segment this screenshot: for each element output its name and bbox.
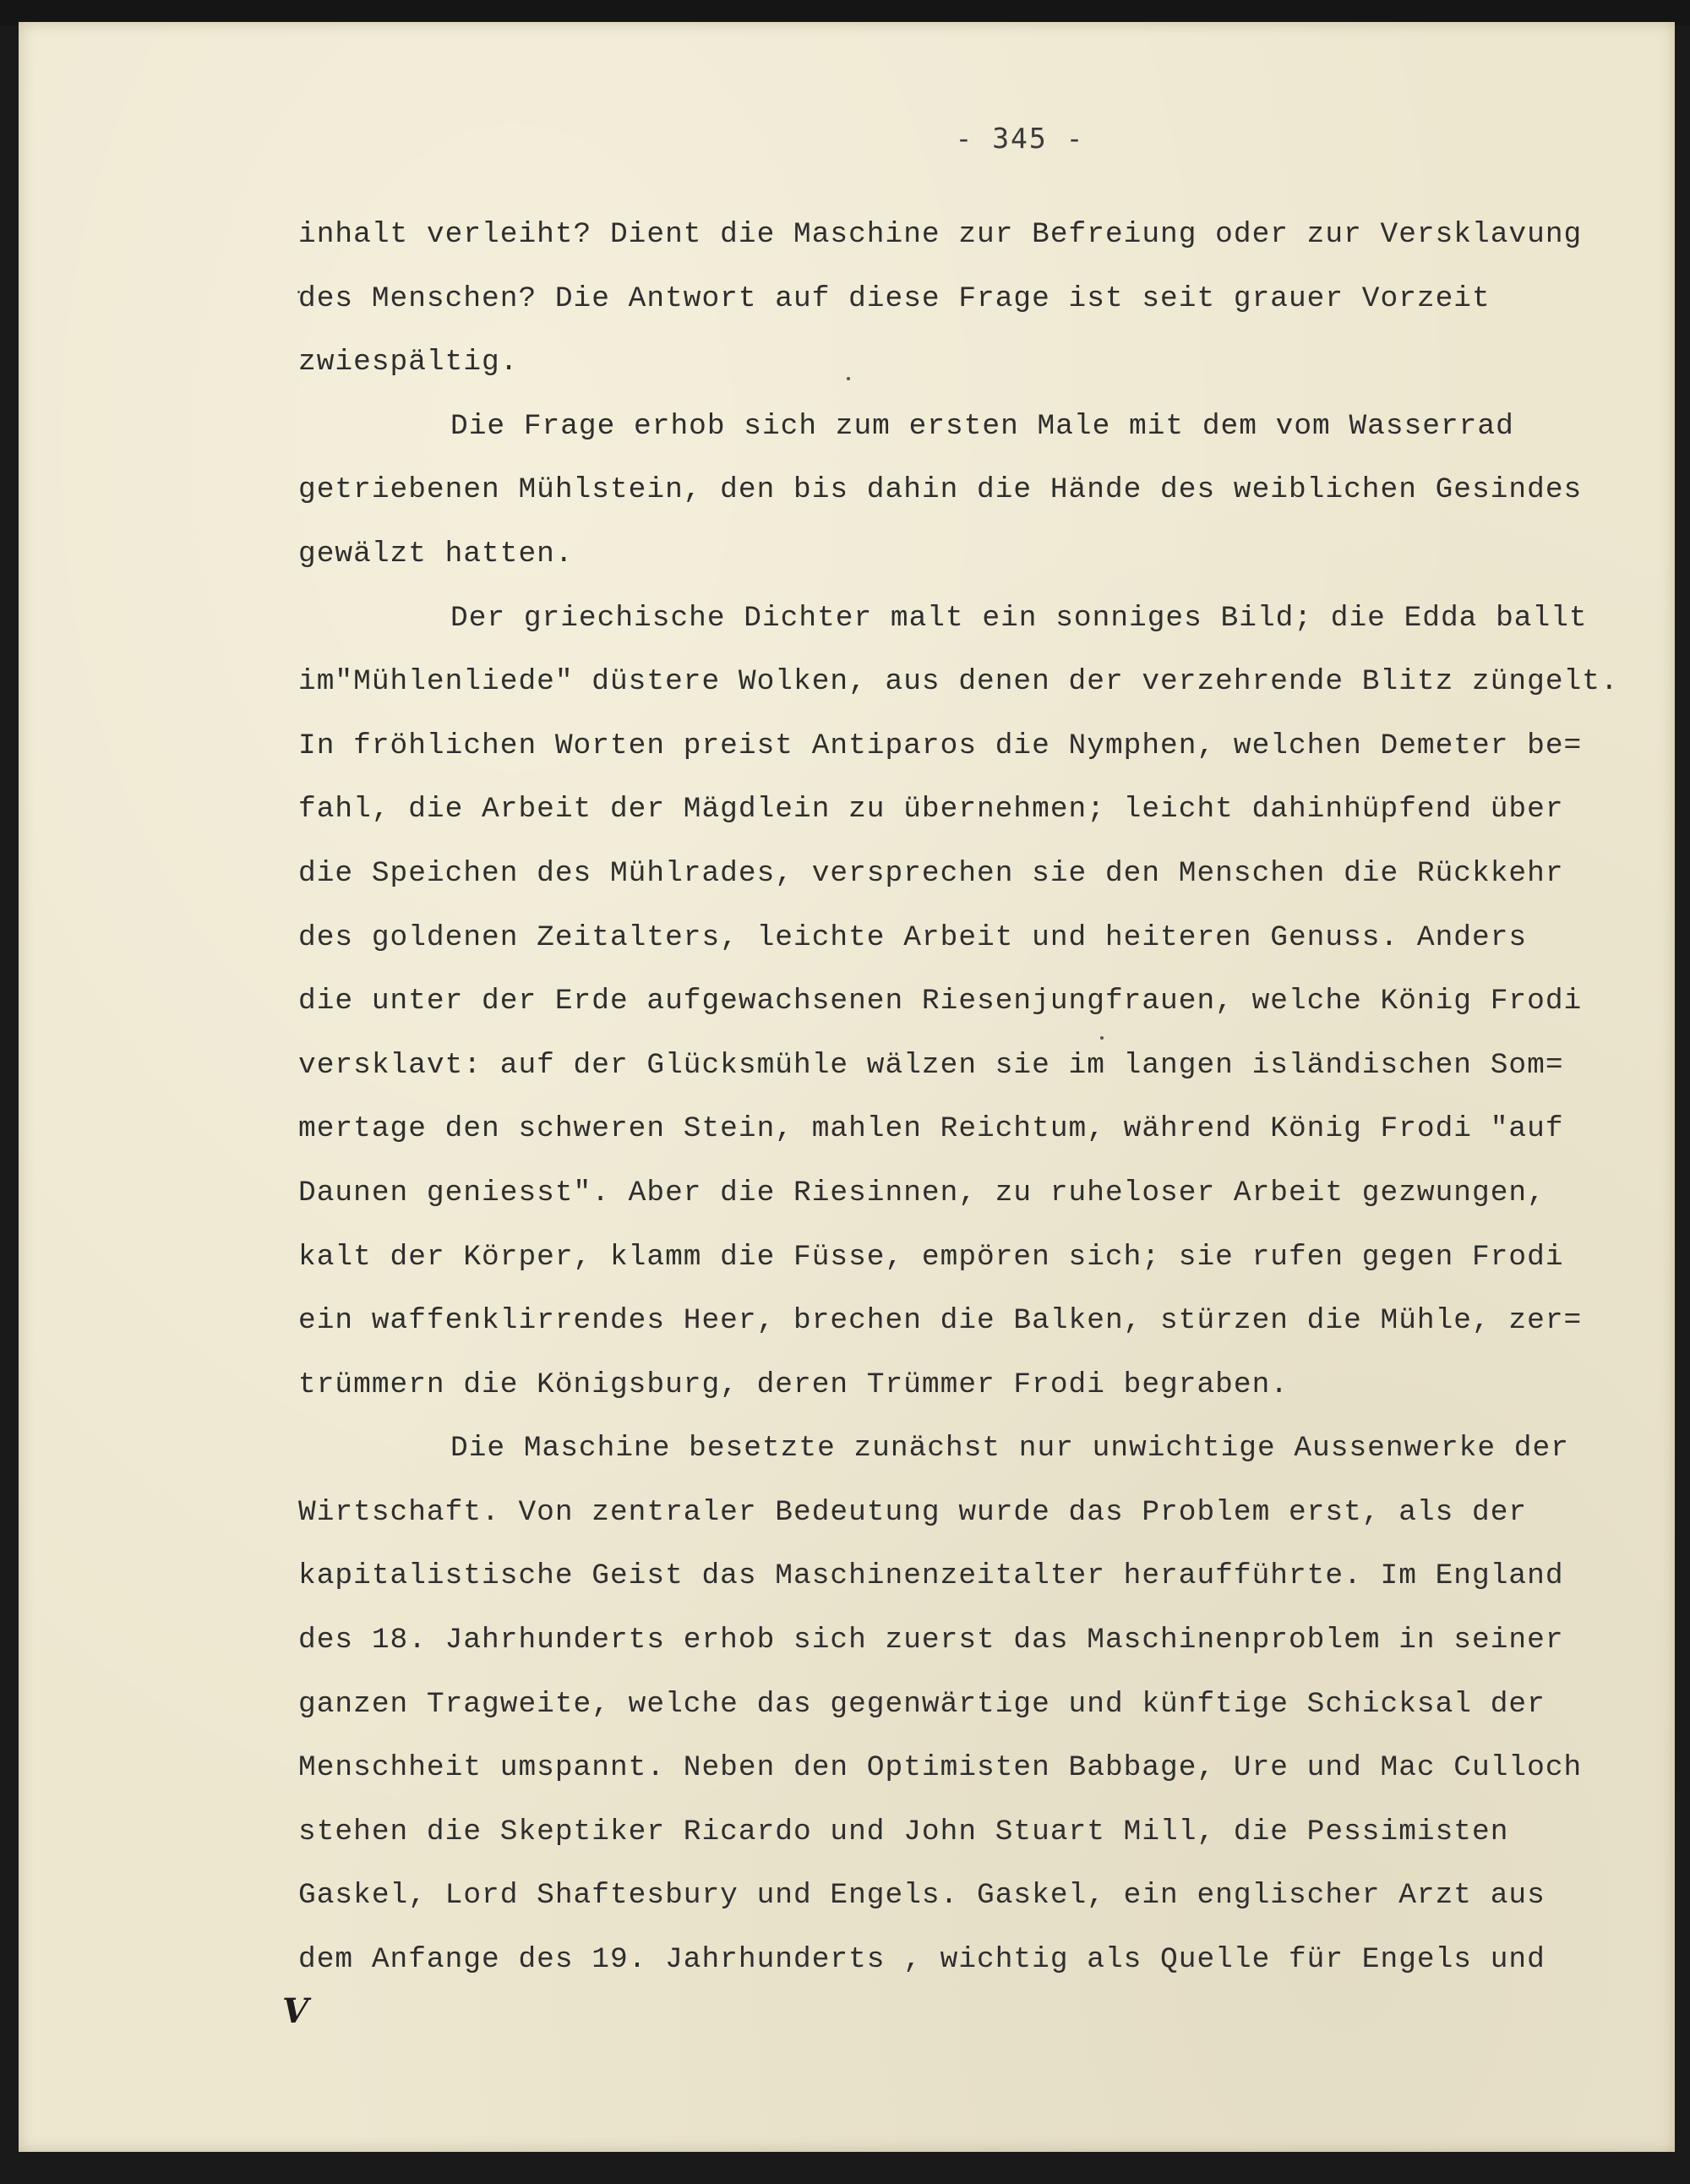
text-line: zwiespältig.: [298, 346, 519, 379]
text-line: die unter der Erde aufgewachsenen Riesenjungfrauen, welche König Frodi: [298, 985, 1583, 1018]
text-line: Gaskel, Lord Shaftesbury und Engels. Gaskel, ein englischer Arzt aus: [298, 1879, 1546, 1913]
text-line: kapitalistische Geist das Maschinenzeitalter heraufführte. Im England: [298, 1559, 1564, 1593]
text-line: versklavt: auf der Glücksmühle wälzen sie im langen isländischen Som=: [298, 1048, 1564, 1082]
paragraph: [298, 1417, 1676, 1991]
text-line: stehen die Skeptiker Ricardo und John Stuart Mill, die Pessimisten: [298, 1815, 1509, 1848]
paragraph: [298, 395, 1676, 587]
text-line: die Speichen des Mühlrades, versprechen sie den Menschen die Rückkehr: [298, 856, 1564, 890]
handwritten-mark: V: [282, 1991, 309, 2031]
text-line: fahl, die Arbeit der Mägdlein zu übernehmen; leicht dahinhüpfend über: [298, 793, 1564, 827]
text-line: Wirtschaft. Von zentraler Bedeutung wurde das Problem erst, als der: [298, 1495, 1528, 1529]
text-line: In fröhlichen Worten preist Antiparos die Nymphen, welchen Demeter be=: [298, 729, 1583, 762]
text-line: Menschheit umspannt. Neben den Optimisten Babbage, Ure und Mac Culloch: [298, 1751, 1583, 1785]
text-line: ganzen Tragweite, welche das gegenwärtige und künftige Schicksal der: [298, 1687, 1546, 1721]
text-line: im"Mühlenliede" düstere Wolken, aus denen der verzehrende Blitz züngelt.: [298, 665, 1619, 699]
paragraph: [298, 587, 1676, 1417]
text-line: dem Anfange des 19. Jahrhunderts , wichtig als Quelle für Engels und: [298, 1943, 1546, 1977]
text-line: trümmern die Königsburg, deren Trümmer Frodi begraben.: [298, 1368, 1289, 1401]
text-line: Die Frage erhob sich zum ersten Male mit dem vom Wasserrad: [450, 409, 1514, 443]
text-line: des Menschen? Die Antwort auf diese Frage ist seit grauer Vorzeit: [298, 281, 1491, 315]
text-line: Die Maschine besetzte zunächst nur unwichtige Aussenwerke der: [450, 1432, 1569, 1466]
page-number: - 345 -: [955, 122, 1085, 155]
page-body: [298, 203, 1676, 1992]
text-line: Der griechische Dichter malt ein sonniges Bild; die Edda ballt: [450, 601, 1588, 635]
text-line: gewälzt hatten.: [298, 537, 574, 571]
text-line: des goldenen Zeitalters, leichte Arbeit und heiteren Genuss. Anders: [298, 920, 1528, 954]
text-line: getriebenen Mühlstein, den bis dahin die Hände des weiblichen Gesindes: [298, 473, 1583, 507]
text-line: Daunen geniesst". Aber die Riesinnen, zu ruheloser Arbeit gezwungen,: [298, 1176, 1546, 1209]
text-line: ein waffenklirrendes Heer, brechen die Balken, stürzen die Mühle, zer=: [298, 1304, 1583, 1338]
text-line: inhalt verleiht? Dient die Maschine zur Befreiung oder zur Versklavung: [298, 218, 1583, 251]
text-line: kalt der Körper, klamm die Füsse, empören sich; sie rufen gegen Frodi: [298, 1240, 1564, 1274]
text-line: mertage den schweren Stein, mahlen Reichtum, während König Frodi "auf: [298, 1112, 1564, 1146]
text-line: des 18. Jahrhunderts erhob sich zuerst das Maschinenproblem in seiner: [298, 1624, 1564, 1657]
paragraph: [298, 203, 1676, 395]
